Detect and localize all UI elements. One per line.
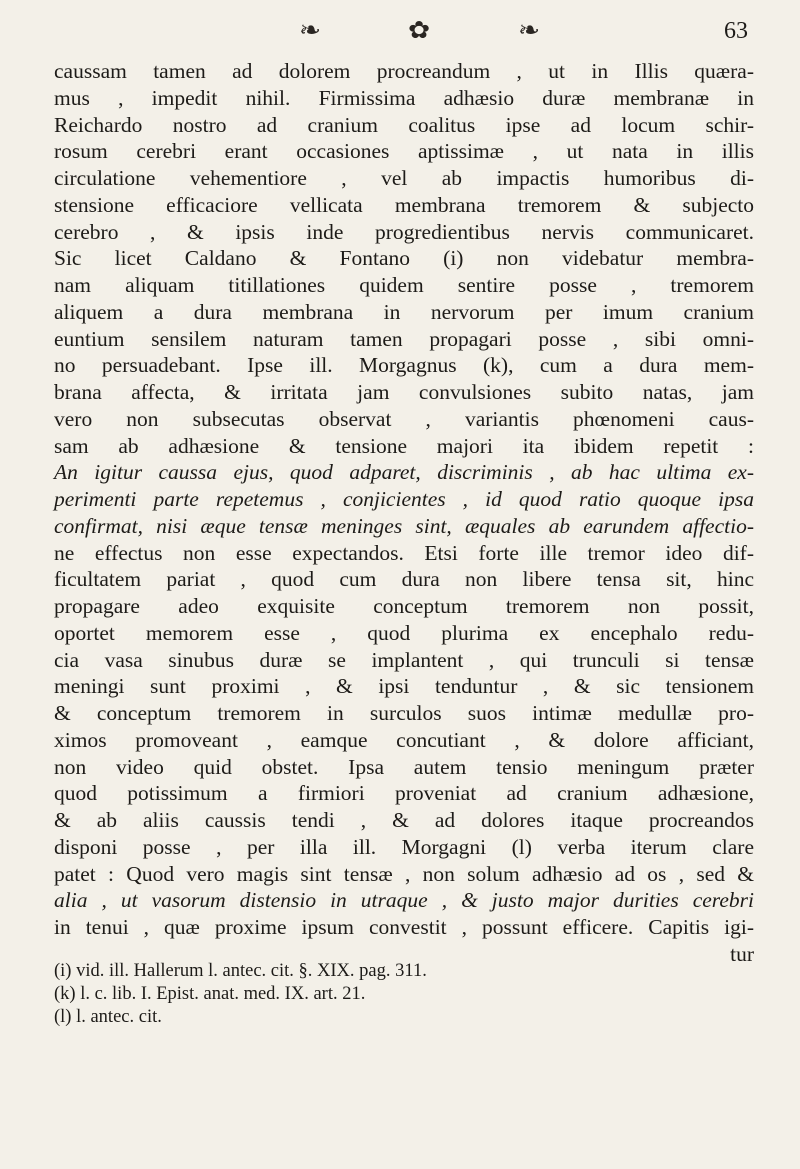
text-line: & ab aliis caussis tendi , & ad dolores itaque procreandos xyxy=(54,808,754,832)
catchword: tur xyxy=(730,941,754,966)
text-line: confirmat, nisi æque tensæ meninges sint, æquales ab earundem affectio- xyxy=(54,513,754,538)
text-line: mus , impedit nihil. Firmissima adhæsio duræ membranæ in xyxy=(54,85,754,110)
text-line: non video quid obstet. Ipsa autem tensio meningum præter xyxy=(54,754,754,779)
ornament-right-icon: ❧ xyxy=(517,18,542,44)
text-line: vero non subsecutas observat , variantis phœnomeni caus- xyxy=(54,406,754,431)
text-line: euntium sensilem naturam tamen propagari posse , sibi omni- xyxy=(54,326,754,351)
text-line: oportet memorem esse , quod plurima ex encephalo redu- xyxy=(54,620,754,645)
text-line: ficultatem pariat , quod cum dura non libere tensa sit, hinc xyxy=(54,567,754,592)
text-line: circulatione vehementiore , vel ab impactis humoribus di- xyxy=(54,166,754,190)
text-line: An igitur caussa ejus, quod adparet, discriminis , ab hac ultima ex- xyxy=(54,460,754,485)
text-line: in tenui , quæ proxime ipsum convestit , possunt efficere. Capitis igi- xyxy=(54,915,754,939)
header-ornaments xyxy=(300,16,540,45)
text-line: perimenti parte repetemus , conjicientes , id quod ratio quoque ipsa xyxy=(54,487,754,511)
text-line: no persuadebant. Ipse ill. Morgagnus (k), cum a dura mem- xyxy=(54,353,754,378)
text-line: propagare adeo exquisite conceptum tremorem non possit, xyxy=(54,594,754,618)
text-line: cerebro , & ipsis inde progredientibus nervis communicaret. xyxy=(54,219,754,244)
main-text xyxy=(54,58,754,968)
footnote: (k) l. c. lib. I. Epist. anat. med. IX. art. 21. xyxy=(54,984,366,1004)
text-line: ximos promoveant , eamque concutiant , & dolore afficiant, xyxy=(54,727,754,752)
text-line: brana affecta, & irritata jam convulsiones subito natas, jam xyxy=(54,380,754,404)
ornament-left-icon: ❧ xyxy=(298,18,323,44)
text-line: meningi sunt proximi , & ipsi tenduntur , & sic tensionem xyxy=(54,674,754,699)
text-line: cia vasa sinubus duræ se implantent , qui trunculi si tensæ xyxy=(54,647,754,672)
text-line: ne effectus non esse expectandos. Etsi forte ille tremor ideo dif- xyxy=(54,540,754,565)
text-line: disponi posse , per illa ill. Morgagni (l) verba iterum clare xyxy=(54,834,754,859)
text-line: aliquem a dura membrana in nervorum per imum cranium xyxy=(54,299,754,324)
page-header xyxy=(0,16,800,56)
footnotes xyxy=(54,960,754,1029)
text-line: alia , ut vasorum distensio in utraque , & justo major durities cerebri xyxy=(54,888,754,913)
text-line: quod potissimum a firmiori proveniat ad cranium adhæsione, xyxy=(54,781,754,806)
text-line: stensione efficaciore vellicata membrana tremorem & subjecto xyxy=(54,192,754,217)
text-line: & conceptum tremorem in surculos suos intimæ medullæ pro- xyxy=(54,701,754,725)
page-number: 63 xyxy=(724,18,748,44)
text-line: patet : Quod vero magis sint tensæ , non solum adhæsio ad os , sed & xyxy=(54,861,754,886)
text-line: Reichardo nostro ad cranium coalitus ipse ad locum schir- xyxy=(54,112,754,137)
text-line: Sic licet Caldano & Fontano (i) non videbatur membra- xyxy=(54,246,754,271)
ornament-center-icon: ✿ xyxy=(408,18,432,44)
text-line: caussam tamen ad dolorem procreandum , ut in Illis quæra- xyxy=(54,59,754,83)
text-line: nam aliquam titillationes quidem sentire posse , tremorem xyxy=(54,273,754,297)
text-line: rosum cerebri erant occasiones aptissimæ , ut nata in illis xyxy=(54,139,754,164)
footnote: (i) vid. ill. Hallerum l. antec. cit. §. XIX. pag. 311. xyxy=(54,961,427,981)
text-line: sam ab adhæsione & tensione majori ita ibidem repetit : xyxy=(54,433,754,458)
footnote: (l) l. antec. cit. xyxy=(54,1007,162,1027)
